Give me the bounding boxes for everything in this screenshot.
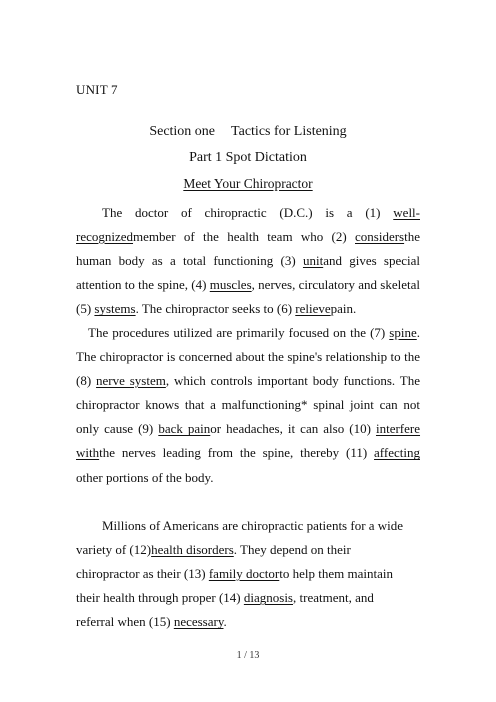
- article-title-text: Meet Your Chiropractor: [183, 176, 313, 191]
- answer-12: health disorders: [151, 542, 234, 558]
- page-number: 1 / 13: [236, 650, 260, 661]
- answer-9: back pain: [158, 421, 211, 437]
- text-run: member of the health team who (2): [133, 229, 355, 245]
- text-run: and gives special attention to the spine, (4): [76, 253, 420, 293]
- section-number: Section one: [149, 124, 216, 139]
- paragraph-3: [76, 514, 406, 634]
- text-run: . The chiropractor is concerned about the spine's relationship to the (8): [76, 325, 420, 389]
- section-heading: [0, 124, 496, 140]
- part-title: Part 1 Spot Dictation: [189, 150, 307, 165]
- text-run: the human body as a total functioning (3): [76, 229, 420, 269]
- answer-13: family doctor: [208, 566, 280, 582]
- answer-5: systems: [94, 301, 136, 317]
- answer-2: considers: [355, 229, 405, 245]
- answer-6: relieve: [295, 301, 331, 317]
- text-run: , treatment, and referral when (15): [76, 590, 374, 630]
- text-run: , which controls important body functions. The chiropractor knows that a malfunctioning* spinal joint can not only cause (9): [76, 373, 421, 437]
- answer-7: spine: [389, 325, 417, 340]
- section-title: Tactics for Listening: [231, 124, 347, 139]
- article-title: [0, 176, 496, 192]
- answer-1: well-recognized: [76, 205, 420, 245]
- text-run: pain.: [330, 301, 357, 317]
- text-run: the nerves leading from the spine, thereby (11): [99, 445, 375, 461]
- answer-4: muscles: [209, 277, 252, 293]
- paragraph-2: [76, 321, 420, 490]
- answer-14: diagnosis: [243, 590, 293, 606]
- text-run: The procedures utilized are primarily focused on the (7): [88, 325, 390, 340]
- text-run: Millions of Americans are chiropractic patients for a wide variety of (12): [76, 518, 404, 558]
- answer-8: nerve system: [96, 373, 166, 389]
- answer-11: affecting: [374, 445, 420, 461]
- text-run: to help them maintain their health through proper (14): [76, 566, 393, 606]
- answer-10: interfere with: [76, 421, 421, 461]
- text-run: The doctor of chiropractic (D.C.) is a (1): [102, 205, 394, 220]
- text-run: .: [223, 614, 227, 630]
- text-run: , nerves, circulatory and skeletal (5): [76, 277, 420, 317]
- text-run: . The chiropractor seeks to (6): [135, 301, 296, 317]
- answer-3: unit: [302, 253, 324, 269]
- text-run: or headaches, it can also (10): [210, 421, 376, 437]
- answer-15: necessary: [173, 614, 224, 630]
- text-run: other portions of the body.: [76, 469, 214, 485]
- text-run: . They depend on their chiropractor as their (13): [76, 542, 351, 582]
- unit-label: UNIT 7: [76, 82, 118, 97]
- paragraph-1: [76, 201, 420, 321]
